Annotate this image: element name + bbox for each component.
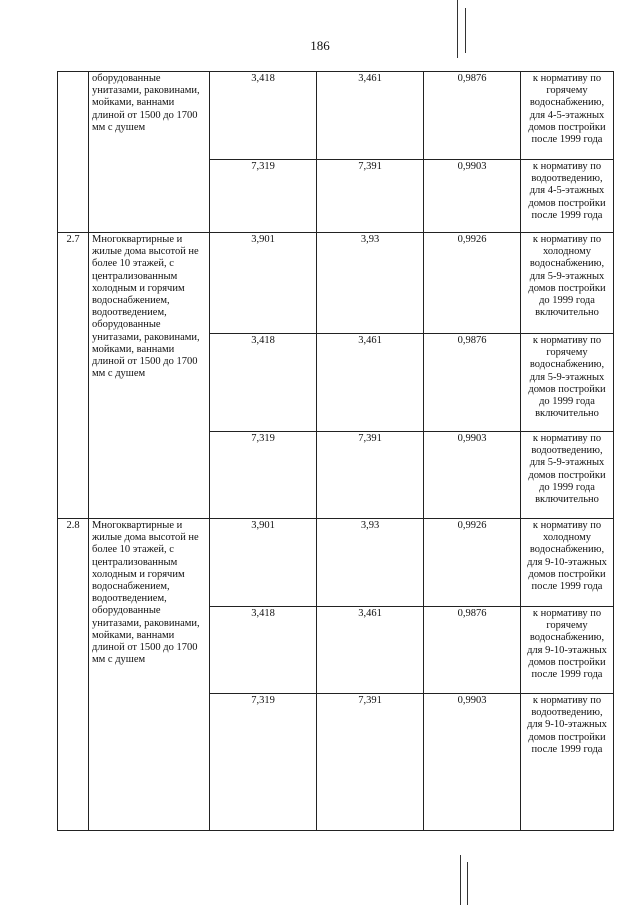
note-cell: к нормативу по водоотведению, для 4-5-этажных домов постройки после 1999 года <box>521 160 614 233</box>
coefficient-cell: 0,9903 <box>424 160 521 233</box>
coefficient-cell: 0,9903 <box>424 694 521 831</box>
value-2-cell: 7,391 <box>317 432 424 519</box>
building-description-cell: Многоквартирные и жилые дома высотой не более 10 этажей, с централизованным холодным и горячим водоснабжением, водоотведением, оборудованные унитазами, раковинами, мойками, ваннами длиной от 1500 до 1700 мм с душем <box>89 519 210 831</box>
value-1-cell: 3,901 <box>210 233 317 334</box>
value-2-cell: 3,461 <box>317 334 424 432</box>
value-2-cell: 3,461 <box>317 607 424 694</box>
note-cell: к нормативу по горячему водоснабжению, для 5-9-этажных домов постройки до 1999 года включительно <box>521 334 614 432</box>
norms-table-body <box>58 72 614 831</box>
page-number: 186 <box>310 38 330 53</box>
note-cell: к нормативу по водоотведению, для 5-9-этажных домов постройки до 1999 года включительно <box>521 432 614 519</box>
row-number-cell: 2.8 <box>58 519 89 831</box>
value-1-cell: 3,418 <box>210 72 317 160</box>
note-cell: к нормативу по водоотведению, для 9-10-этажных домов постройки после 1999 года <box>521 694 614 831</box>
note-cell: к нормативу по холодному водоснабжению, для 5-9-этажных домов постройки до 1999 года включительно <box>521 233 614 334</box>
value-2-cell: 3,93 <box>317 519 424 607</box>
building-description-cell: Многоквартирные и жилые дома высотой не более 10 этажей, с централизованным холодным и горячим водоснабжением, водоотведением, оборудованные унитазами, раковинами, мойками, ваннами длиной от 1500 до 1700 мм с душем <box>89 233 210 519</box>
scan-mark <box>465 8 466 53</box>
table-row <box>58 519 614 607</box>
coefficient-cell: 0,9876 <box>424 72 521 160</box>
value-2-cell: 3,93 <box>317 233 424 334</box>
value-1-cell: 7,319 <box>210 160 317 233</box>
table-row <box>58 233 614 334</box>
value-2-cell: 7,391 <box>317 160 424 233</box>
value-1-cell: 7,319 <box>210 432 317 519</box>
value-2-cell: 3,461 <box>317 72 424 160</box>
row-number-cell <box>58 72 89 233</box>
note-cell: к нормативу по горячему водоснабжению, для 9-10-этажных домов постройки после 1999 года <box>521 607 614 694</box>
building-description-cell: оборудованные унитазами, раковинами, мойками, ваннами длиной от 1500 до 1700 мм с душем <box>89 72 210 233</box>
coefficient-cell: 0,9926 <box>424 519 521 607</box>
table-row <box>58 72 614 160</box>
coefficient-cell: 0,9926 <box>424 233 521 334</box>
scan-mark <box>460 855 461 905</box>
coefficient-cell: 0,9876 <box>424 334 521 432</box>
value-2-cell: 7,391 <box>317 694 424 831</box>
row-number-cell: 2.7 <box>58 233 89 519</box>
value-1-cell: 3,901 <box>210 519 317 607</box>
value-1-cell: 3,418 <box>210 607 317 694</box>
note-cell: к нормативу по холодному водоснабжению, для 9-10-этажных домов постройки после 1999 года <box>521 519 614 607</box>
coefficient-cell: 0,9876 <box>424 607 521 694</box>
coefficient-cell: 0,9903 <box>424 432 521 519</box>
value-1-cell: 7,319 <box>210 694 317 831</box>
scan-mark <box>467 862 468 905</box>
note-cell: к нормативу по горячему водоснабжению, для 4-5-этажных домов постройки после 1999 года <box>521 72 614 160</box>
value-1-cell: 3,418 <box>210 334 317 432</box>
norms-table <box>57 71 614 831</box>
scan-mark <box>457 0 458 58</box>
